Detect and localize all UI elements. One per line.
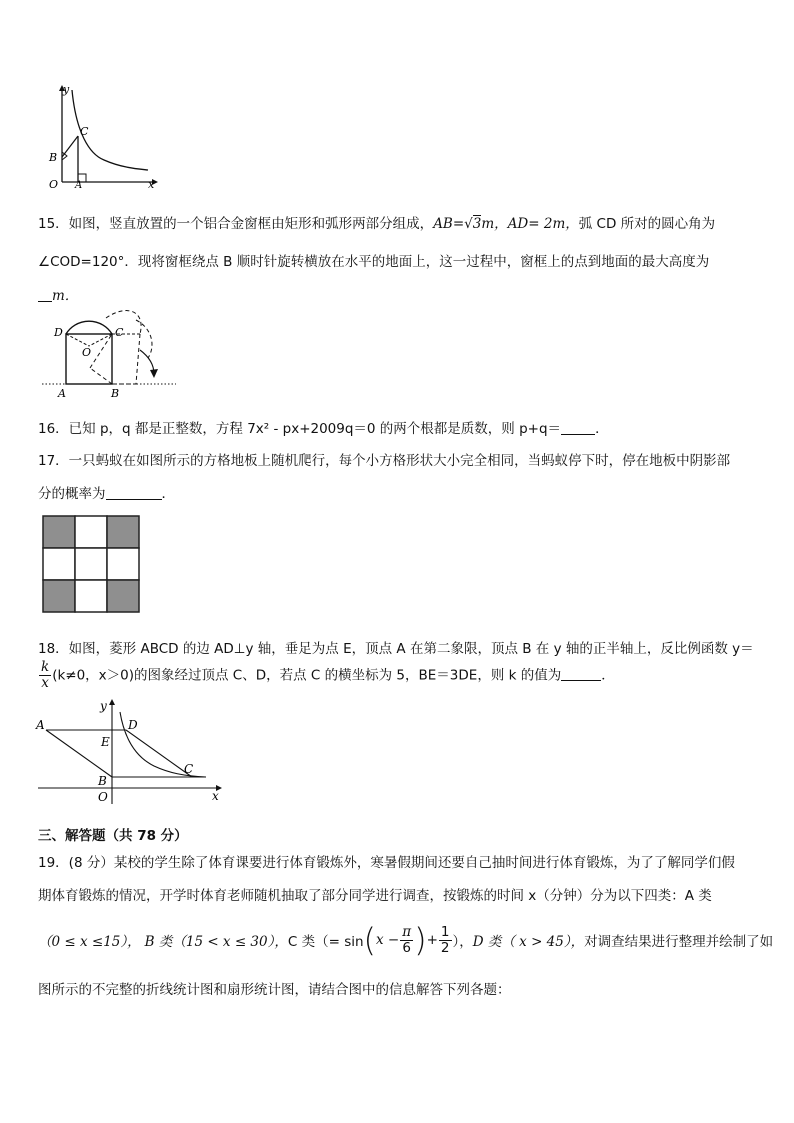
q19-pi: π bbox=[402, 923, 412, 940]
q19-plus: + bbox=[426, 932, 438, 948]
q15-text-d: m． bbox=[52, 288, 79, 304]
q15-label-c: C bbox=[115, 326, 124, 339]
q15-label-a: A bbox=[58, 387, 66, 400]
q19-line4 bbox=[38, 978, 511, 998]
q15-line2 bbox=[38, 250, 709, 270]
q16-text: 16．已知 p，q 都是正整数，方程 7x² - px+2009q＝0 的两个根都是质数，则 p+q＝ bbox=[38, 421, 562, 437]
q19-line3 bbox=[38, 920, 773, 960]
q17-line2 bbox=[38, 482, 175, 502]
q16-line bbox=[38, 417, 609, 437]
q14-label-o: O bbox=[49, 178, 59, 190]
q19-pi-fraction bbox=[400, 925, 413, 956]
q19-class-b: B 类（15 < x ≤ 30）， bbox=[144, 934, 288, 950]
q18-text-b: (k≠0，x＞0)的图象经过顶点 C、D，若点 C 的横坐标为 5，BE＝3DE，则 k 的值为 bbox=[52, 667, 562, 684]
q19-class-d: D 类（ x > 45）， bbox=[472, 934, 585, 950]
q15-ad: AD= 2m， bbox=[507, 216, 579, 232]
q18-label-o: O bbox=[98, 790, 108, 804]
q19-line2 bbox=[38, 884, 712, 904]
q14-label-b: B bbox=[49, 151, 58, 164]
q15-label-b: B bbox=[111, 387, 120, 400]
left-paren-icon: ( bbox=[363, 921, 377, 959]
q19-text-a: 19．(8 分）某校的学生除了体育课要进行体育锻炼外，寒暑假期间还要自己抽时间进行体育锻炼，为了了解同学们假 bbox=[38, 855, 735, 871]
q18-figure bbox=[34, 696, 224, 806]
q15-text-b: 弧 CD 所对的圆心角为 bbox=[578, 216, 716, 232]
q18-label-e: E bbox=[101, 735, 110, 749]
section-three-title: 三、解答题（共 78 分） bbox=[38, 828, 188, 844]
q18-label-d: D bbox=[128, 718, 138, 732]
q19-text-b: 期体育锻炼的情况，开学时体育老师随机抽取了部分同学进行调查，按锻炼的时间 x（分钟）分为以下四类：A 类 bbox=[38, 888, 712, 904]
q19-text-c: 对调查结果进行整理并绘制了如 bbox=[584, 934, 774, 950]
q18-label-y: y bbox=[100, 699, 107, 713]
q17-text-a: 17．一只蚂蚁在如图所示的方格地板上随机爬行，每个小方格形状大小完全相同，当蚂蚁停下时，停在地板中阴影部 bbox=[38, 453, 731, 469]
q14-label-x: x bbox=[148, 178, 155, 190]
q14-label-y: y bbox=[63, 83, 70, 96]
q18-label-c: C bbox=[184, 762, 194, 776]
q16-end: ． bbox=[595, 421, 609, 437]
q18-label-x: x bbox=[212, 789, 219, 803]
q18-label-a: A bbox=[36, 718, 45, 732]
q17-end: ． bbox=[161, 486, 175, 502]
q18-label-b: B bbox=[98, 774, 107, 788]
q14-label-c: C bbox=[80, 125, 89, 138]
q14-figure bbox=[44, 82, 164, 190]
q19-one: 1 bbox=[440, 923, 450, 940]
q19-line1 bbox=[38, 851, 735, 871]
q15-text-a: 15．如图，竖直放置的一个铝合金窗框由矩形和弧形两部分组成， bbox=[38, 216, 434, 232]
q15-answer-blank[interactable] bbox=[38, 287, 52, 302]
q18-answer-blank[interactable] bbox=[561, 666, 601, 681]
q18-line1 bbox=[38, 637, 754, 657]
q18-frac-num: k bbox=[41, 659, 50, 675]
q18-end: ． bbox=[601, 667, 615, 684]
q19-two: 2 bbox=[440, 939, 450, 956]
q15-figure bbox=[36, 306, 186, 400]
q15-unit: m， bbox=[481, 216, 508, 232]
q19-half-fraction bbox=[439, 925, 452, 956]
q19-class-a: （0 ≤ x ≤15）， bbox=[38, 934, 141, 950]
q15-label-o: O bbox=[82, 346, 92, 359]
right-paren-icon: ) bbox=[414, 921, 427, 959]
q15-label-d: D bbox=[54, 326, 63, 339]
q18-fraction bbox=[39, 660, 51, 691]
q17-grid-figure bbox=[42, 515, 141, 614]
q19-class-c-pre: C 类（= sin bbox=[287, 934, 364, 950]
q18-line2 bbox=[38, 660, 615, 691]
q17-text-b: 分的概率为 bbox=[38, 486, 106, 502]
q15-ab: AB= bbox=[433, 216, 465, 232]
q15-line3 bbox=[38, 284, 78, 304]
q17-line1 bbox=[38, 449, 730, 469]
q18-text-a: 18．如图，菱形 ABCD 的边 AD⊥y 轴，垂足为点 E，顶点 A 在第二象限，顶点 B 在 y 轴的正半轴上，反比例函数 y＝ bbox=[38, 641, 754, 657]
sqrt-symbol: √ bbox=[464, 216, 473, 232]
q19-six: 6 bbox=[402, 939, 411, 956]
q14-label-a: A bbox=[75, 180, 83, 190]
q15-sqrt3: 3 bbox=[472, 216, 482, 232]
q15-line1 bbox=[38, 212, 715, 232]
q17-answer-blank[interactable] bbox=[106, 485, 162, 500]
q19-text-d: 图所示的不完整的折线统计图和扇形统计图，请结合图中的信息解答下列各题： bbox=[38, 982, 511, 998]
q15-text-c: ∠COD=120°．现将窗框绕点 B 顺时针旋转横放在水平的地面上，这一过程中，窗框上的点到地面的最大高度为 bbox=[38, 254, 710, 270]
q19-class-c-x: x − bbox=[376, 932, 400, 948]
q19-class-c-post: ）， bbox=[452, 934, 473, 950]
q16-answer-blank[interactable] bbox=[561, 420, 595, 435]
q18-frac-den: x bbox=[41, 674, 49, 691]
